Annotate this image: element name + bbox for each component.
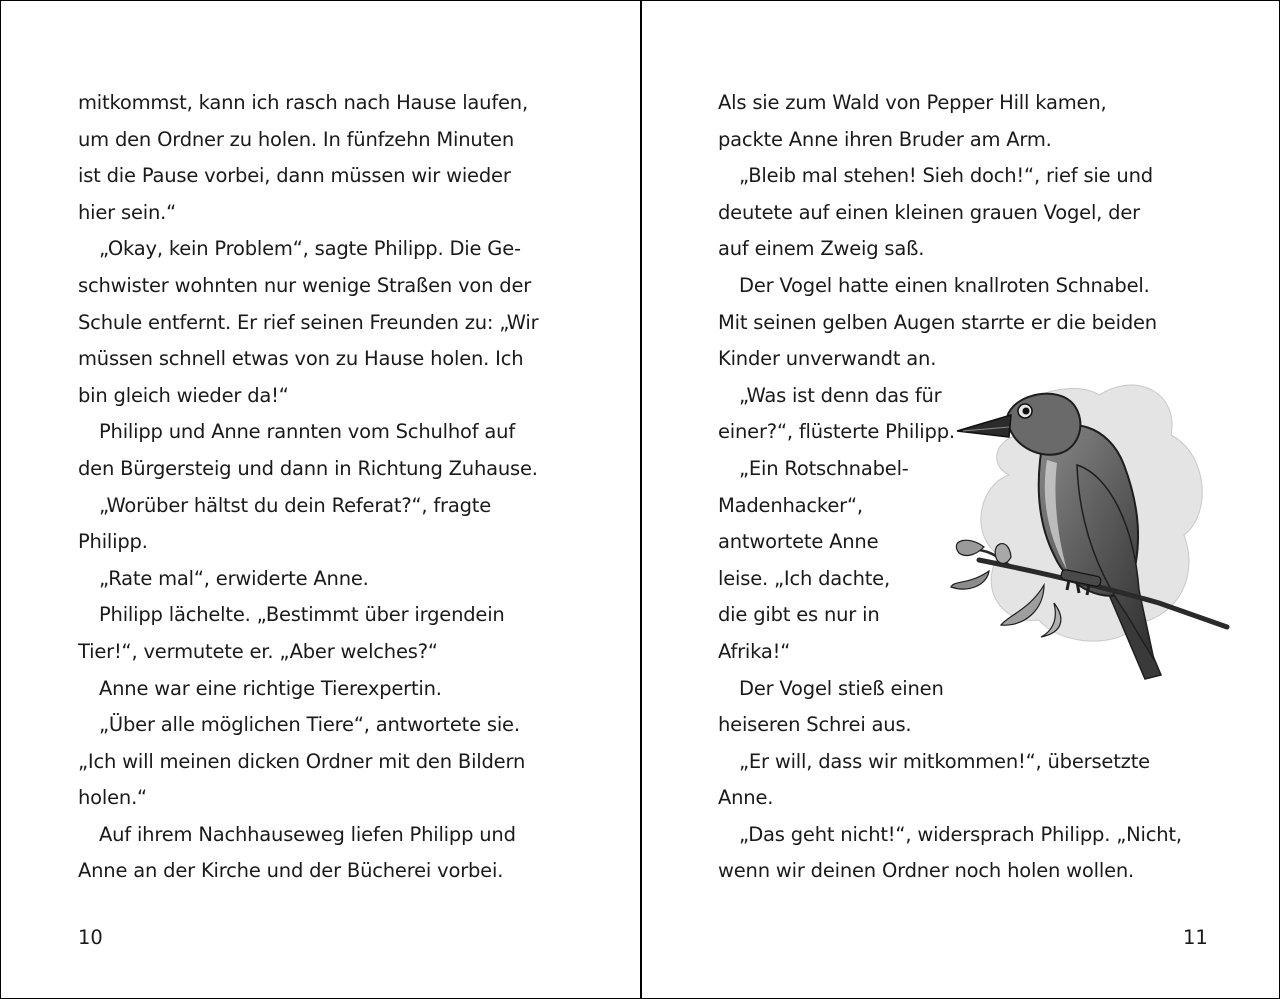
right-page-text-line: „Bleib mal stehen! Sieh doch!“, rief sie und <box>739 164 1153 188</box>
left-page-text-line: Anne war eine richtige Tierexpertin. <box>99 676 442 700</box>
left-page-text-line: mitkommst, kann ich rasch nach Hause laufen, <box>78 91 528 114</box>
right-page-text-line: die gibt es nur in <box>718 603 880 627</box>
left-page-text-line: Philipp. <box>78 530 148 554</box>
left-page-text-line: bin gleich wieder da!“ <box>78 383 289 407</box>
left-page <box>1 1 640 998</box>
left-page-text-line: um den Ordner zu holen. In fünfzehn Minuten <box>78 127 514 151</box>
left-page-text-line: Auf ihrem Nachhauseweg liefen Philipp und <box>99 822 516 846</box>
right-page-text-line: deutete auf einen kleinen grauen Vogel, der <box>718 200 1140 224</box>
leaf <box>956 540 984 555</box>
left-page-text-line: den Bürgersteig und dann in Richtung Zuhause. <box>78 456 538 480</box>
right-page-text-line: leise. „Ich dachte, <box>718 566 890 590</box>
left-page-text <box>78 85 578 890</box>
left-page-number: 10 <box>78 926 103 949</box>
right-page-text-line: einer?“, flüsterte Philipp. <box>718 420 955 444</box>
right-page-text-line: Madenhacker“, <box>718 493 863 517</box>
left-page-text-line: Schule entfernt. Er rief seinen Freunden zu: „Wir <box>78 310 539 334</box>
right-page-text-line: Kinder unverwandt an. <box>718 347 937 371</box>
left-page-text-line: ist die Pause vorbei, dann müssen wir wieder <box>78 164 511 188</box>
right-page-text-line: Als sie zum Wald von Pepper Hill kamen, <box>718 91 1107 114</box>
right-page-text-line: Der Vogel stieß einen <box>739 676 944 700</box>
left-page-text-line: „Worüber hältst du dein Referat?“, fragte <box>99 493 492 517</box>
right-page-text-line: „Das geht nicht!“, widersprach Philipp. „Nicht, <box>739 822 1182 846</box>
left-page-text-line: Philipp lächelte. „Bestimmt über irgendein <box>99 603 505 627</box>
right-page-text-line: Mit seinen gelben Augen starrte er die beiden <box>718 310 1157 334</box>
right-page-text-line: packte Anne ihren Bruder am Arm. <box>718 127 1052 151</box>
right-page-text-line: auf einem Zweig saß. <box>718 237 925 261</box>
left-page-text-line: „Okay, kein Problem“, sagte Philipp. Die Ge- <box>99 237 521 261</box>
left-page-text-line: holen.“ <box>78 786 147 810</box>
right-page-text-line: „Er will, dass wir mitkommen!“, übersetzte <box>739 749 1150 773</box>
left-page-text-line: schwister wohnten nur wenige Straßen von der <box>78 273 532 297</box>
right-page <box>642 1 1279 998</box>
right-page-text-line: antwortete Anne <box>718 530 879 554</box>
left-page-text-line: Philipp und Anne rannten vom Schulhof auf <box>99 420 515 444</box>
right-page-text-line: Anne. <box>718 786 774 810</box>
left-page-text-line: „Rate mal“, erwiderte Anne. <box>99 566 369 590</box>
right-page-number: 11 <box>1183 926 1208 949</box>
right-page-text-line: heiseren Schrei aus. <box>718 713 912 737</box>
bird-on-branch-illustration <box>949 375 1237 695</box>
left-page-text-line: müssen schnell etwas von zu Hause holen. Ich <box>78 347 524 371</box>
left-page-text-line: hier sein.“ <box>78 200 177 224</box>
bird-beak <box>957 415 1011 437</box>
right-page-text-line: wenn wir deinen Ordner noch holen wollen. <box>718 859 1135 883</box>
right-page-text-line: Der Vogel hatte einen knallroten Schnabel. <box>739 273 1150 297</box>
left-page-text-line: „Ich will meinen dicken Ordner mit den Bildern <box>78 749 526 773</box>
left-page-text-line: Anne an der Kirche und der Bücherei vorbei. <box>78 859 504 883</box>
right-page-text-line: „Was ist denn das für <box>739 383 942 407</box>
right-page-text-line: „Ein Rotschnabel- <box>739 456 909 480</box>
left-page-text-line: „Über alle möglichen Tiere“, antwortete sie. <box>99 713 520 737</box>
left-page-text-line: Tier!“, vermutete er. „Aber welches?“ <box>78 639 438 663</box>
right-page-text-line: Afrika!“ <box>718 639 791 663</box>
leaf <box>951 571 989 589</box>
